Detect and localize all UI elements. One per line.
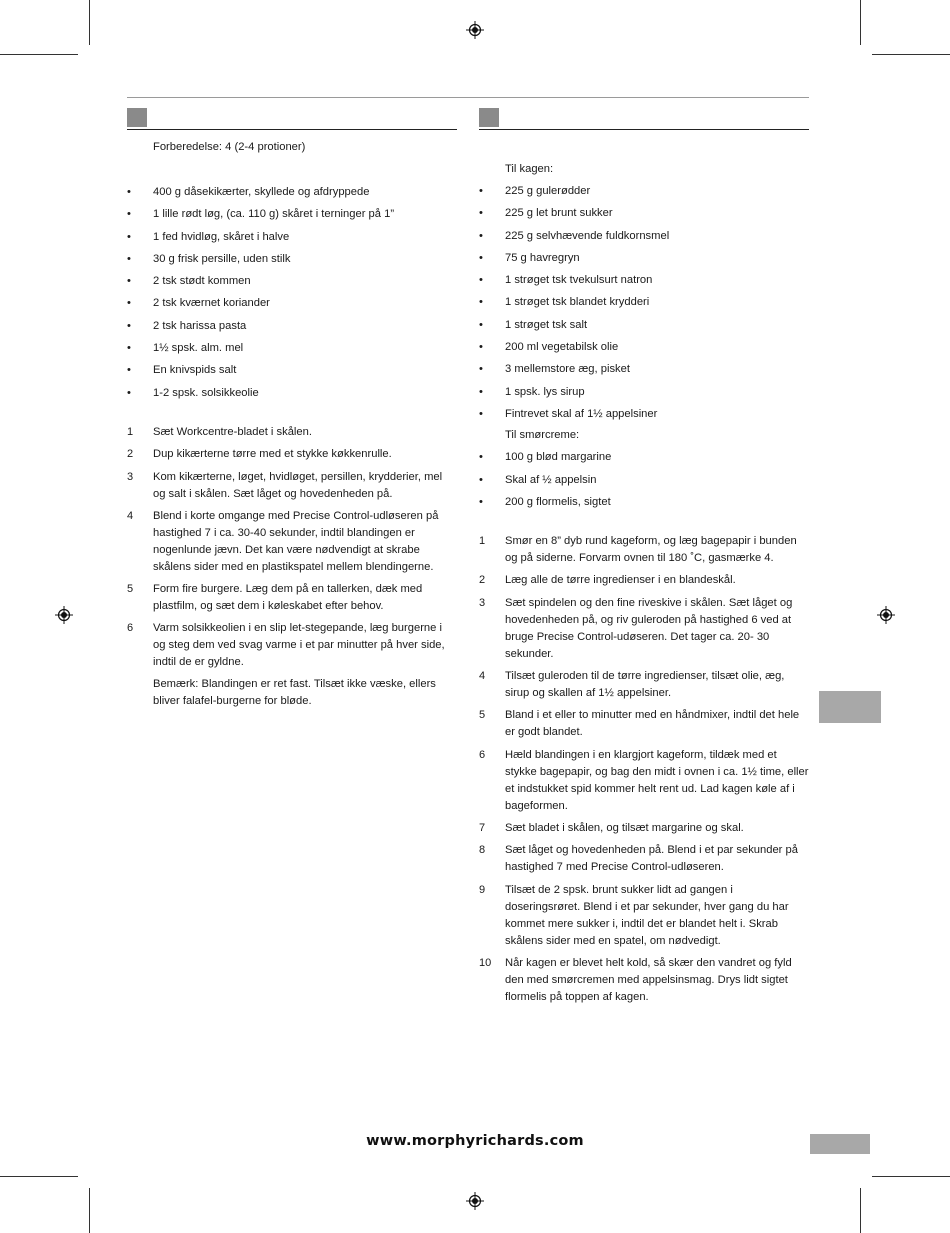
step-number: 6 (479, 748, 486, 761)
crop-mark (872, 1176, 950, 1177)
step-text: Bland i et eller to minutter med en håndmixer, indtil det hele er godt blandet. (505, 709, 800, 739)
ingredient-text: 200 g flormelis, sigtet (505, 495, 611, 508)
ingredient-text: 1 fed hvidløg, skåret i halve (153, 230, 290, 243)
step-item (479, 533, 809, 567)
section-tab (819, 691, 881, 723)
ingredient-text: 400 g dåsekikærter, skyllede og afdryppede (153, 186, 370, 198)
ingredient-item (127, 184, 457, 201)
bullet-marker: • (127, 386, 131, 399)
step-item (479, 707, 809, 741)
ingredient-item (479, 272, 809, 289)
step-number: 3 (127, 470, 134, 483)
step-text: Kom kikærterne, løget, hvidløget, persillen, krydderier, mel og salt i skålen. Sæt låget og hovedenheden på. (153, 470, 443, 500)
ingredient-text: 2 tsk kværnet koriander (153, 297, 270, 310)
ingredient-text: 1 strøget tsk blandet krydderi (505, 296, 650, 309)
bullet-marker: • (479, 495, 483, 508)
bullet-marker: • (479, 318, 483, 331)
bullet-marker: • (479, 207, 483, 220)
step-text: Blend i korte omgange med Precise Control-udløseren på hastighed 7 i ca. 30-40 sekunder, indtil blandingen er nogenlunde jævn. Det kan være nødvendigt at skrabe skålens sider med en plastikspatel mellem blendingerne. (153, 509, 439, 573)
bullet-marker: • (479, 296, 483, 309)
crop-mark (0, 1176, 78, 1177)
registration-mark-icon (466, 21, 484, 39)
ingredient-text: 225 g let brunt sukker (505, 207, 613, 220)
left-ingredient-list (127, 184, 457, 402)
ingredient-text: 30 g frisk persille, uden stilk (153, 252, 291, 265)
registration-mark-icon (55, 606, 73, 624)
bullet-marker: • (479, 274, 483, 287)
ingredient-item (479, 472, 809, 489)
ingredient-text: 1 strøget tsk tvekulsurt natron (505, 274, 653, 287)
step-text: Når kagen er blevet helt kold, så skær den vandret og fyld den med smørcremen med appelsinsmag. Drys lidt sigtet flormelis på toppen af kagen. (505, 956, 792, 1003)
ingredient-item (479, 361, 809, 378)
left-step-list (127, 424, 457, 671)
cake-label: Til kagen: (505, 163, 554, 175)
step-number: 3 (479, 596, 486, 609)
step-number: 1 (479, 535, 486, 548)
ingredient-item (479, 228, 809, 245)
ingredient-item (127, 229, 457, 246)
right-recipe (479, 107, 809, 1011)
ingredient-item (479, 406, 809, 423)
step-item (127, 424, 457, 441)
ingredient-item (479, 339, 809, 356)
servings-text: Forberedelse: 4 (2-4 protioner) (153, 141, 306, 153)
step-item (127, 620, 457, 671)
step-item (479, 842, 809, 876)
step-number: 4 (127, 509, 134, 522)
footer-url: www.morphyrichards.com (366, 1133, 584, 1149)
ingredient-text: Skal af ½ appelsin (505, 473, 597, 486)
cake-ingredient-list (479, 183, 809, 423)
ingredient-item (127, 318, 457, 335)
ingredient-item (479, 205, 809, 222)
ingredient-item (479, 449, 809, 466)
step-item (479, 668, 809, 702)
crop-mark (872, 54, 950, 55)
ingredient-text: 225 g gulerødder (505, 185, 591, 197)
step-item (479, 572, 809, 589)
crop-mark (89, 1188, 90, 1233)
step-item (127, 469, 457, 503)
step-item (127, 508, 457, 576)
step-number: 8 (479, 844, 486, 857)
step-item (479, 820, 809, 837)
step-item (479, 595, 809, 663)
cream-label: Til smørcreme: (505, 429, 580, 442)
step-item (479, 747, 809, 815)
bullet-marker: • (479, 363, 483, 376)
ingredient-item (479, 250, 809, 267)
ingredient-text: 75 g havregryn (505, 251, 580, 264)
ingredient-text: 1 strøget tsk salt (505, 318, 588, 331)
crop-mark (0, 54, 78, 55)
step-number: 2 (127, 448, 134, 461)
ingredient-item (127, 273, 457, 290)
ingredient-text: 3 mellemstore æg, pisket (505, 363, 630, 376)
ingredient-text: 100 g blød margarine (505, 451, 612, 464)
bullet-marker: • (479, 473, 483, 486)
step-item (127, 446, 457, 463)
bullet-marker: • (479, 185, 483, 197)
ingredient-item (479, 384, 809, 401)
step-number: 1 (127, 425, 134, 438)
step-number: 6 (127, 622, 134, 635)
ingredient-text: 1½ spsk. alm. mel (153, 342, 244, 355)
ingredient-item (127, 206, 457, 223)
crop-mark (860, 0, 861, 45)
ingredient-text: 225 g selvhævende fuldkornsmel (505, 229, 670, 242)
step-number: 5 (479, 709, 486, 722)
step-number: 7 (479, 821, 486, 834)
step-text: Dup kikærterne tørre med et stykke køkkenrulle. (153, 448, 392, 461)
step-item (479, 882, 809, 950)
top-rule (127, 97, 809, 98)
step-text: Læg alle de tørre ingredienser i en blandeskål. (505, 574, 736, 587)
bullet-marker: • (127, 364, 131, 377)
left-section-header (127, 107, 457, 130)
step-text: Form fire burgere. Læg dem på en tallerken, dæk med plastfilm, og sæt dem i køleskabet efter behov. (153, 583, 423, 613)
ingredient-text: Fintrevet skal af 1½ appelsiner (505, 407, 658, 420)
bullet-marker: • (127, 252, 131, 265)
step-number: 5 (127, 583, 134, 596)
ingredient-text: 1 lille rødt løg, (ca. 110 g) skåret i terninger på 1” (153, 208, 395, 221)
step-text: Hæld blandingen i en klargjort kageform, tildæk med et stykke bagepapir, og bag den midt i ovnen i ca. 1½ time, eller et indstukket spid kommer helt rent ud. Lad kagen køle af i bageformen. (505, 748, 809, 812)
ingredient-text: 2 tsk stødt kommen (153, 275, 251, 288)
crop-mark (89, 0, 90, 45)
ingredient-text: 200 ml vegetabilsk olie (505, 341, 619, 354)
ingredient-item (479, 494, 809, 511)
bullet-marker: • (479, 451, 483, 464)
left-recipe (127, 107, 457, 710)
crop-mark (860, 1188, 861, 1233)
bullet-marker: • (127, 297, 131, 310)
ingredient-text: 1-2 spsk. solsikkeolie (153, 386, 259, 399)
note-text: Bemærk: Blandingen er ret fast. Tilsæt ikke væske, ellers bliver falafel-burgerne for bløde. (153, 677, 436, 707)
registration-mark-icon (466, 1192, 484, 1210)
step-number: 2 (479, 574, 486, 587)
step-text: Sæt bladet i skålen, og tilsæt margarine og skal. (505, 821, 744, 834)
header-box (127, 108, 147, 127)
step-text: Sæt spindelen og den fine riveskive i skålen. Sæt låget og hovedenheden på, og riv guleroden på hastighed 6 ved at bruge Precise Control-udøseren. Det tager ca. 20- 30 sekunder. (505, 596, 793, 660)
right-section-header (479, 107, 809, 130)
step-text: Smør en 8” dyb rund kageform, og læg bagepapir i bunden og på siderne. Forvarm ovnen til 180 ˚C, gasmærke 4. (505, 535, 797, 565)
bullet-marker: • (479, 251, 483, 264)
step-text: Tilsæt guleroden til de tørre ingredienser, tilsæt olie, æg, sirup og skallen af 1½ appelsiner. (505, 670, 785, 700)
step-text: Tilsæt de 2 spsk. brunt sukker lidt ad gangen i doseringsrøret. Blend i et par sekunder, hver gang du har kommet mere sukker i, indtil det er blandet helt i. Skrab skålens sider med en spatel, om nødvedigt. (505, 883, 789, 947)
step-number: 9 (479, 883, 486, 896)
bullet-marker: • (127, 275, 131, 288)
right-step-list (479, 533, 809, 1006)
step-item (127, 581, 457, 615)
step-text: Varm solsikkeolien i en slip let-stegepande, læg burgerne i og steg dem ved svag varme i et par minutter på hver side, indtil de er gyldne. (153, 622, 445, 669)
registration-mark-icon (877, 606, 895, 624)
bullet-marker: • (479, 341, 483, 354)
ingredient-text: En knivspids salt (153, 364, 237, 377)
ingredient-item (479, 317, 809, 334)
step-number: 10 (479, 956, 492, 969)
ingredient-item (479, 183, 809, 200)
bullet-marker: • (479, 229, 483, 242)
ingredient-item (127, 385, 457, 402)
bullet-marker: • (127, 342, 131, 355)
cream-ingredient-list (479, 449, 809, 511)
ingredient-item (127, 251, 457, 268)
step-text: Sæt Workcentre-bladet i skålen. (153, 425, 312, 438)
ingredient-item (127, 340, 457, 357)
ingredient-item (127, 362, 457, 379)
ingredient-item (479, 294, 809, 311)
bullet-marker: • (479, 385, 483, 398)
step-number: 4 (479, 670, 486, 683)
step-item (479, 955, 809, 1006)
step-text: Sæt låget og hovedenheden på. Blend i et par sekunder på hastighed 7 med Precise Control-udløseren. (505, 844, 798, 874)
ingredient-item (127, 295, 457, 312)
ingredient-text: 2 tsk harissa pasta (153, 319, 247, 332)
bullet-marker: • (127, 186, 131, 198)
header-box (479, 108, 499, 127)
bullet-marker: • (127, 319, 131, 332)
bullet-marker: • (127, 230, 131, 243)
ingredient-text: 1 spsk. lys sirup (505, 385, 585, 398)
page-number-box (810, 1134, 870, 1154)
bullet-marker: • (127, 208, 131, 221)
bullet-marker: • (479, 407, 483, 420)
